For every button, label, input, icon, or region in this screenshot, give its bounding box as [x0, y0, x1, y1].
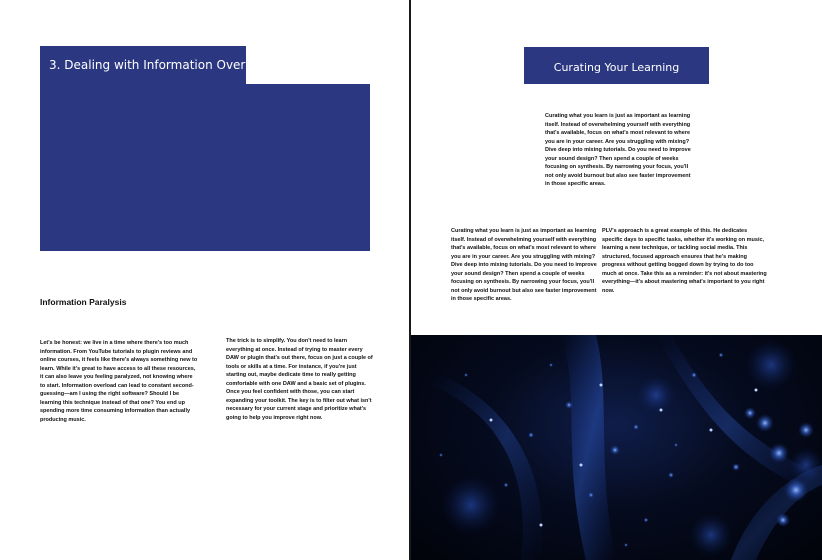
- body-column-right: PLV's approach is a great example of this. He dedicates specific days to specific tasks, whether it's working on music, learning a new technique, or tackling social media. This structured, focused approach ensures that he's making progress without getting bogged down by trying to do too much at once. Take this as a reminder: it's not about mastering everything—it's about mastering what's important to you right now.: [602, 228, 767, 294]
- right-page: [411, 0, 822, 560]
- section-title-banner: [524, 47, 709, 84]
- body-column-right: The trick is to simplify. You don't need to learn everything at once. Instead of trying to master every DAW or plugin that's out there, focus on just a couple of tools or skills at a time. For instance, if you're just starting out, maybe dedicate time to really getting comfortable with one DAW and a basic set of plugins. Once you feel confident with those, you can start expanding your toolkit. The key is to filter out what isn't necessary for your current stage and prioritize what's going to help you improve right now.: [226, 338, 373, 421]
- bokeh-lights: [411, 335, 822, 560]
- chapter-image-placeholder: [40, 84, 370, 251]
- body-column-left: Let's be honest: we live in a time where there's too much information. From YouTube tutorials to plugin reviews and online courses, it feels like there's always something new to learn. While it's great to have access to all these resources, it can also leave you feeling paralyzed, not knowing where to start. Information overload can lead to constant second-guessing—am I using the right software? Should I be learning this technique instead of that one? You end up spending more time consuming information than actually producing music.: [40, 340, 198, 423]
- chapter-title-banner: [40, 46, 272, 84]
- body-column-left: Curating what you learn is just as important as learning itself. Instead of overwhelming yourself with everything that's available, focus on what's most relevant to where you are in your career. Are you struggling with mixing? Dive deep into mixing tutorials. Do you need to improve your sound design? Then spend a couple of weeks focusing on synthesis. By narrowing your focus, you'll not only avoid burnout but also see faster improvement in those specific areas.: [451, 228, 597, 302]
- section-title: Curating Your Learning: [553, 61, 680, 74]
- section-heading: Information Paralysis: [40, 297, 127, 307]
- chapter-title: 3. Dealing with Information Overload: [49, 58, 272, 72]
- bokeh-photo: [411, 335, 822, 560]
- left-page: [0, 0, 409, 560]
- pull-paragraph: Curating what you learn is just as important as learning itself. Instead of overwhelming yourself with everything that's available, focus on what's most relevant to where you are in your career. Are you struggling with mixing? Dive deep into mixing tutorials. Do you need to improve your sound design? Then spend a couple of weeks focusing on synthesis. By narrowing your focus, you'll not only avoid burnout but also see faster improvement in those specific areas.: [545, 113, 691, 187]
